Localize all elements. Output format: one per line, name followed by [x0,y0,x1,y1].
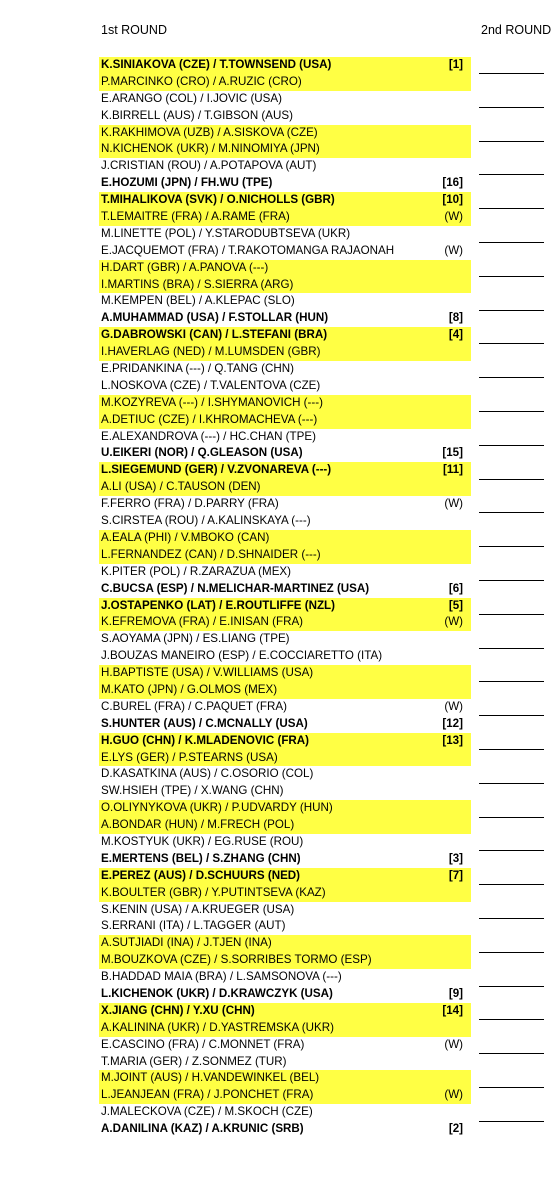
round-2-slot-line [479,1053,544,1054]
team-name: O.OLIYNYKOVA (UKR) / P.UDVARDY (HUN) [101,801,333,815]
team-name: A.LI (USA) / C.TAUSON (DEN) [101,480,261,494]
round-2-slot-line [479,411,544,412]
team-name: M.KATO (JPN) / G.OLMOS (MEX) [101,682,278,696]
team-name: I.MARTINS (BRA) / S.SIERRA (ARG) [101,277,294,291]
draw-entry [99,1020,471,1037]
seed-label: (W) [444,497,463,511]
draw-entry [99,1003,471,1020]
draw-entry [99,1087,471,1104]
seed-label: [9] [448,986,463,1000]
draw-entry [99,969,471,986]
team-name: X.JIANG (CHN) / Y.XU (CHN) [101,1003,255,1017]
draw-entry [99,564,471,581]
round-2-slot-line [479,817,544,818]
round-2-slot-line [479,681,544,682]
seed-label: (W) [444,1037,463,1051]
draw-rows [99,57,471,1138]
team-name: L.KICHENOK (UKR) / D.KRAWCZYK (USA) [101,986,333,1000]
team-name: K.EFREMOVA (FRA) / E.INISAN (FRA) [101,615,304,629]
draw-entry [99,243,471,260]
draw-entry [99,378,471,395]
draw-entry [99,91,471,108]
seed-label: [6] [448,581,463,595]
draw-entry [99,952,471,969]
team-name: E.MERTENS (BEL) / S.ZHANG (CHN) [101,851,301,865]
draw-entry [99,699,471,716]
team-name: H.GUO (CHN) / K.MLADENOVIC (FRA) [101,733,310,747]
round-2-slot-line [479,614,544,615]
draw-entry [99,986,471,1003]
team-name: P.MARCINKO (CRO) / A.RUZIC (CRO) [101,74,302,88]
round-2-slot-line [479,749,544,750]
team-name: A.MUHAMMAD (USA) / F.STOLLAR (HUN) [101,311,329,325]
seed-label: [1] [448,58,463,71]
draw-entry [99,226,471,243]
draw-entry [99,935,471,952]
team-name: SW.HSIEH (TPE) / X.WANG (CHN) [101,784,284,798]
team-name: J.CRISTIAN (ROU) / A.POTAPOVA (AUT) [101,159,317,173]
round-2-slot-line [479,73,544,74]
team-name: K.PITER (POL) / R.ZARAZUA (MEX) [101,564,292,578]
draw-entry [99,445,471,462]
team-name: M.BOUZKOVA (CZE) / S.SORRIBES TORMO (ESP) [101,953,372,967]
draw-entry [99,682,471,699]
team-name: T.MARIA (GER) / Z.SONMEZ (TUR) [101,1054,287,1068]
draw-entry [99,141,471,158]
draw-entry [99,175,471,192]
team-name: B.HADDAD MAIA (BRA) / L.SAMSONOVA (---) [101,970,342,984]
team-name: L.FERNANDEZ (CAN) / D.SHNAIDER (---) [101,547,321,561]
seed-label: [16] [442,176,463,190]
draw-entry [99,462,471,479]
draw-entry [99,361,471,378]
round-2-slot-line [479,1019,544,1020]
round-2-slot-line [479,546,544,547]
team-name: J.MALECKOVA (CZE) / M.SKOCH (CZE) [101,1105,313,1119]
team-name: F.FERRO (FRA) / D.PARRY (FRA) [101,497,279,511]
round-2-slot-line [479,580,544,581]
draw-entry [99,1104,471,1121]
draw-entry [99,648,471,665]
round-2-slot-line [479,377,544,378]
seed-label: (W) [444,699,463,713]
team-name: E.ARANGO (COL) / I.JOVIC (USA) [101,91,283,105]
round-2-slot-line [479,310,544,311]
team-name: A.EALA (PHI) / V.MBOKO (CAN) [101,530,270,544]
round-2-slot-line [479,715,544,716]
draw-entry [99,902,471,919]
draw-entry [99,800,471,817]
draw-entry [99,277,471,294]
draw-entry [99,834,471,851]
seed-label: [7] [448,868,463,882]
draw-entry [99,327,471,344]
team-name: S.ERRANI (ITA) / L.TAGGER (AUT) [101,919,286,933]
draw-entry [99,851,471,868]
round-2-slot-line [479,445,544,446]
team-name: K.RAKHIMOVA (UZB) / A.SISKOVA (CZE) [101,125,318,139]
draw-entry [99,1070,471,1087]
round-2-slot-line [479,174,544,175]
team-name: E.LYS (GER) / P.STEARNS (USA) [101,750,278,764]
draw-entry [99,614,471,631]
seed-label: [10] [442,193,463,207]
round-2-slot-line [479,107,544,108]
draw-entry [99,1054,471,1071]
team-name: S.HUNTER (AUS) / C.MCNALLY (USA) [101,716,308,730]
draw-entry [99,766,471,783]
draw-entry [99,57,471,74]
draw-entry [99,1121,471,1138]
round-2-slot-line [479,986,544,987]
draw-entry [99,918,471,935]
team-name: M.LINETTE (POL) / Y.STARODUBTSEVA (UKR) [101,226,351,240]
draw-entry [99,581,471,598]
round-2-slot-line [479,952,544,953]
seed-label: (W) [444,243,463,257]
draw-entry [99,192,471,209]
draw-entry [99,547,471,564]
round-2-slot-line [479,141,544,142]
draw-entry [99,158,471,175]
draw-entry [99,733,471,750]
round-2-slot-line [479,343,544,344]
draw-entry [99,310,471,327]
round-2-slot-line [479,242,544,243]
draw-entry [99,817,471,834]
seed-label: [11] [443,463,463,477]
team-name: M.KOSTYUK (UKR) / EG.RUSE (ROU) [101,834,304,848]
team-name: C.BUREL (FRA) / C.PAQUET (FRA) [101,699,287,713]
draw-entry [99,631,471,648]
team-name: K.BIRRELL (AUS) / T.GIBSON (AUS) [101,108,293,122]
draw-entry [99,783,471,800]
seed-label: [5] [448,598,463,612]
team-name: M.JOINT (AUS) / H.VANDEWINKEL (BEL) [101,1071,320,1085]
team-name: A.DETIUC (CZE) / I.KHROMACHEVA (---) [101,412,318,426]
round-2-slot-line [479,918,544,919]
draw-entry [99,479,471,496]
round-2-slot-line [479,1121,544,1122]
round-2-slot-line [479,208,544,209]
team-name: M.KOZYREVA (---) / I.SHYMANOVICH (---) [101,395,323,409]
team-name: A.KALININA (UKR) / D.YASTREMSKA (UKR) [101,1020,334,1034]
draw-entry [99,513,471,530]
draw-entry [99,429,471,446]
seed-label: [15] [442,446,463,460]
draw-entry [99,716,471,733]
draw-entry [99,209,471,226]
team-name: D.KASATKINA (AUS) / C.OSORIO (COL) [101,767,314,781]
draw-entry [99,885,471,902]
draw-entry [99,395,471,412]
team-name: G.DABROWSKI (CAN) / L.STEFANI (BRA) [101,328,328,342]
team-name: E.JACQUEMOT (FRA) / T.RAKOTOMANGA RAJAONAH [101,243,395,257]
draw-entry [99,125,471,142]
team-name: T.LEMAITRE (FRA) / A.RAME (FRA) [101,210,290,224]
team-name: K.SINIAKOVA (CZE) / T.TOWNSEND (USA) [101,58,332,71]
team-name: A.SUTJIADI (INA) / J.TJEN (INA) [101,936,272,950]
seed-label: (W) [444,615,463,629]
team-name: E.ALEXANDROVA (---) / HC.CHAN (TPE) [101,429,316,443]
draw-entry [99,412,471,429]
seed-label: (W) [444,1088,463,1102]
round-2-slot-line [479,648,544,649]
draw-entry [99,868,471,885]
round-2-slot-line [479,783,544,784]
team-name: T.MIHALIKOVA (SVK) / O.NICHOLLS (GBR) [101,193,335,207]
team-name: E.PRIDANKINA (---) / Q.TANG (CHN) [101,362,295,376]
draw-entry [99,496,471,513]
round-2-slot-line [479,276,544,277]
team-name: A.DANILINA (KAZ) / A.KRUNIC (SRB) [101,1122,304,1136]
team-name: M.KEMPEN (BEL) / A.KLEPAC (SLO) [101,294,295,308]
team-name: L.JEANJEAN (FRA) / J.PONCHET (FRA) [101,1088,314,1102]
round-2-slot-line [479,850,544,851]
team-name: A.BONDAR (HUN) / M.FRECH (POL) [101,818,295,832]
team-name: L.SIEGEMUND (GER) / V.ZVONAREVA (---) [101,463,332,477]
team-name: L.NOSKOVA (CZE) / T.VALENTOVA (CZE) [101,378,321,392]
seed-label: [13] [442,733,463,747]
team-name: H.BAPTISTE (USA) / V.WILLIAMS (USA) [101,666,314,680]
seed-label: [2] [448,1122,463,1136]
team-name: S.KENIN (USA) / A.KRUEGER (USA) [101,902,295,916]
team-name: J.BOUZAS MANEIRO (ESP) / E.COCCIARETTO (ITA) [101,649,383,663]
team-name: U.EIKERI (NOR) / Q.GLEASON (USA) [101,446,303,460]
draw-entry [99,344,471,361]
round-2-slot-line [479,512,544,513]
team-name: S.CIRSTEA (ROU) / A.KALINSKAYA (---) [101,514,311,528]
team-name: N.KICHENOK (UKR) / M.NINOMIYA (JPN) [101,142,320,156]
team-name: I.HAVERLAG (NED) / M.LUMSDEN (GBR) [101,345,321,359]
team-name: E.HOZUMI (JPN) / FH.WU (TPE) [101,176,273,190]
team-name: C.BUCSA (ESP) / N.MELICHAR-MARTINEZ (USA) [101,581,370,595]
team-name: H.DART (GBR) / A.PANOVA (---) [101,260,269,274]
draw-entry [99,260,471,277]
seed-label: [4] [448,328,463,342]
round-2-slot-line [479,479,544,480]
draw-entry [99,598,471,615]
round-1-header: 1st ROUND [101,23,167,37]
seed-label: [3] [448,851,463,865]
draw-entry [99,665,471,682]
seed-label: [12] [442,716,463,730]
seed-label: [8] [448,311,463,325]
round-2-slot-line [479,884,544,885]
draw-entry [99,293,471,310]
seed-label: [14] [442,1003,463,1017]
round-2-header: 2nd ROUND [481,23,551,37]
team-name: K.BOULTER (GBR) / Y.PUTINTSEVA (KAZ) [101,885,326,899]
team-name: J.OSTAPENKO (LAT) / E.ROUTLIFFE (NZL) [101,598,336,612]
round-2-slot-line [479,1087,544,1088]
team-name: S.AOYAMA (JPN) / ES.LIANG (TPE) [101,632,290,646]
draw-entry [99,530,471,547]
draw-entry [99,108,471,125]
draw-entry [99,750,471,767]
draw-entry [99,74,471,91]
team-name: E.PEREZ (AUS) / D.SCHUURS (NED) [101,868,301,882]
seed-label: (W) [444,210,463,224]
team-name: E.CASCINO (FRA) / C.MONNET (FRA) [101,1037,305,1051]
draw-entry [99,1037,471,1054]
